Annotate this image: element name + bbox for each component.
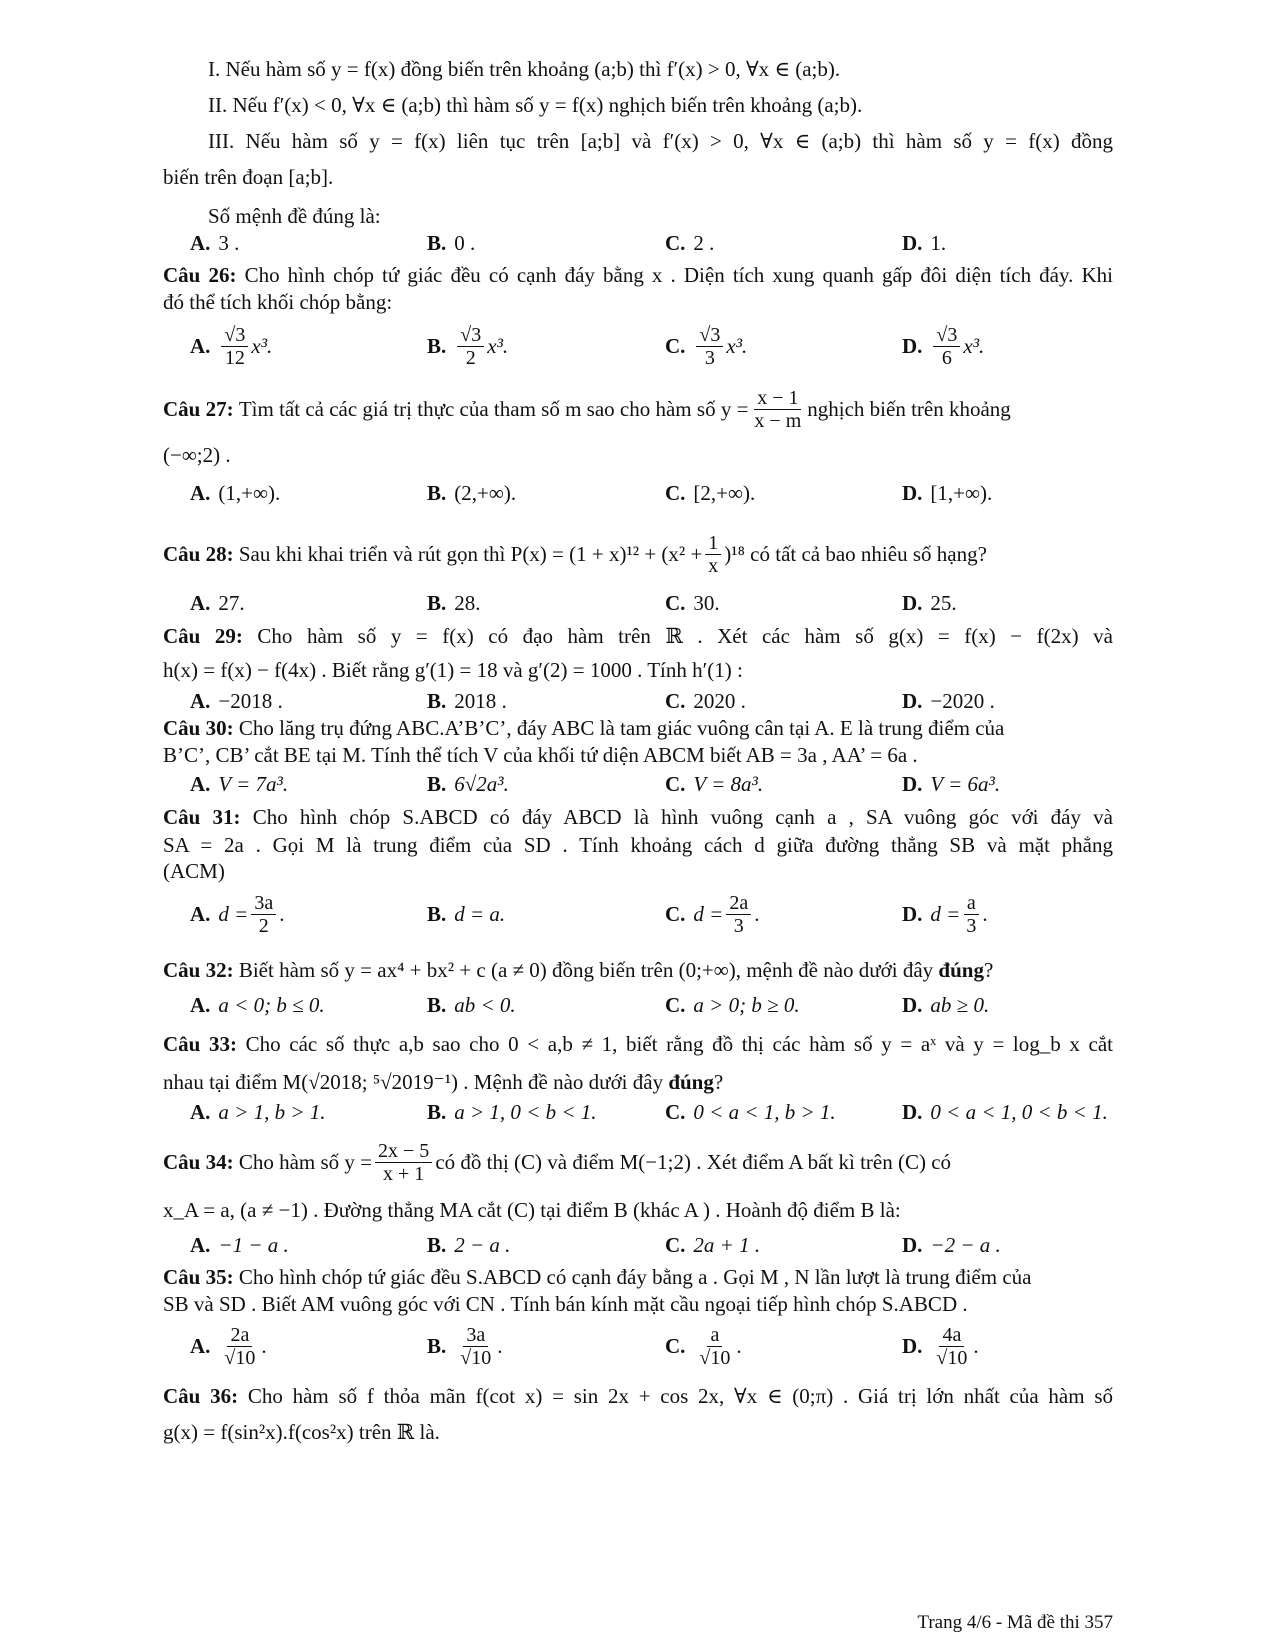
question-28-options (190, 588, 1120, 618)
question-30: Câu 30: Cho lăng trụ đứng ABC.A’B’C’, đáy ABC là tam giác vuông cân tại A. E là trung điểm của (163, 716, 1005, 740)
option-b: B. 28. (427, 590, 481, 615)
option-c: C. V = 8a³. (665, 771, 764, 796)
option-c: C. a > 0; b ≥ 0. (665, 992, 800, 1017)
page-footer: Trang 4/6 - Mã đề thi 357 (917, 1612, 1113, 1633)
option-d: D. 0 < a < 1, 0 < b < 1. (902, 1099, 1108, 1124)
option-a: A. $\frac{√3}{12}$ x³. (190, 323, 273, 369)
question-27: Câu 27: Tìm tất cả các giá trị thực của tham số m sao cho hàm số y = $\frac{x - 1}{x - m}$ nghịch biến trên khoảng (163, 386, 1011, 432)
option-a: A. a < 0; b ≤ 0. (190, 992, 325, 1017)
option-d: D. 25. (902, 590, 957, 615)
question-26-cont: đó thể tích khối chóp bằng: (163, 290, 393, 314)
question-27-cont: (−∞;2) . (163, 443, 231, 467)
statement-2: II. Nếu f′(x) < 0, ∀x ∈ (a;b) thì hàm số y = f(x) nghịch biến trên khoảng (a;b). (208, 93, 863, 117)
option-d: D. $\frac{√3}{6}$ x³. (902, 323, 985, 369)
question-35-options (190, 1324, 1120, 1368)
option-d: D. −2020 . (902, 688, 995, 713)
option-c: C. 0 < a < 1, b > 1. (665, 1099, 836, 1124)
question-32: Câu 32: Biết hàm số y = ax⁴ + bx² + c (a ≠ 0) đồng biến trên (0;+∞), mệnh đề nào dưới đây đúng? (163, 958, 994, 982)
option-a: A. −1 − a . (190, 1232, 289, 1257)
question-35-cont: SB và SD . Biết AM vuông góc với CN . Tính bán kính mặt cầu ngoại tiếp hình chóp S.ABCD . (163, 1292, 968, 1316)
option-b: B. $\frac{√3}{2}$ x³. (427, 323, 509, 369)
question-36: Câu 36: Cho hàm số f thỏa mãn f(cot x) = sin 2x + cos 2x, ∀x ∈ (0;π) . Giá trị lớn nhất của hàm số (163, 1384, 1113, 1408)
question-28: Câu 28: Sau khi khai triển và rút gọn thì P(x) = (1 + x)¹² + (x² + $\frac{1}{x}$ )¹⁸ có tất cả bao nhiêu số hạng? (163, 531, 987, 577)
option-c: C. d = $\frac{2a}{3}$ . (665, 891, 760, 937)
option-b: B. a > 1, 0 < b < 1. (427, 1099, 597, 1124)
question-35: Câu 35: Cho hình chóp tứ giác đều S.ABCD có cạnh đáy bằng a . Gọi M , N lần lượt là trung điểm của (163, 1265, 1032, 1289)
option-a: A. d = $\frac{3a}{2}$ . (190, 891, 285, 937)
option-c: C. 2 . (665, 230, 715, 255)
option-b: B. $\frac{3a}{√10}$ . (427, 1323, 503, 1369)
question-27-options (190, 478, 1120, 508)
option-b: B. 0 . (427, 230, 476, 255)
option-b: B. ab < 0. (427, 992, 516, 1017)
option-d: D. 1. (902, 230, 947, 255)
option-c: C. 2020 . (665, 688, 746, 713)
option-a: A. $\frac{2a}{√10}$ . (190, 1323, 267, 1369)
question-26-options (190, 324, 1120, 368)
option-c: C. $\frac{√3}{3}$ x³. (665, 323, 748, 369)
statement-3-cont: biến trên đoạn [a;b]. (163, 165, 334, 189)
option-a: A. 3 . (190, 230, 240, 255)
question-29-cont: h(x) = f(x) − f(4x) . Biết rằng g′(1) = 18 và g′(2) = 1000 . Tính h′(1) : (163, 658, 743, 682)
question-30-cont: B’C’, CB’ cắt BE tại M. Tính thể tích V của khối tứ diện ABCM biết AB = 3a , AA’ = 6a . (163, 743, 918, 767)
option-a: A. −2018 . (190, 688, 283, 713)
question-34-options (190, 1230, 1120, 1260)
option-c: C. [2,+∞). (665, 480, 756, 505)
option-d: D. d = $\frac{a}{3}$ . (902, 891, 988, 937)
option-b: B. (2,+∞). (427, 480, 517, 505)
question-31-cont2: (ACM) (163, 859, 225, 883)
option-b: B. 2018 . (427, 688, 507, 713)
statement-3: III. Nếu hàm số y = f(x) liên tục trên [a;b] và f′(x) > 0, ∀x ∈ (a;b) thì hàm số y = f(x) đồng (208, 129, 1113, 153)
option-c: C. 30. (665, 590, 720, 615)
option-d: D. ab ≥ 0. (902, 992, 990, 1017)
option-b: B. 2 − a . (427, 1232, 511, 1257)
option-d: D. [1,+∞). (902, 480, 993, 505)
option-c: C. $\frac{a}{√10}$ . (665, 1323, 742, 1369)
question-26: Câu 26: Cho hình chóp tứ giác đều có cạnh đáy bằng x . Diện tích xung quanh gấp đôi diện tích đáy. Khi (163, 263, 1113, 287)
question-29-options (190, 686, 1120, 716)
question-34-cont: x_A = a, (a ≠ −1) . Đường thẳng MA cắt (C) tại điểm B (khác A ) . Hoành độ điểm B là: (163, 1198, 901, 1222)
option-a: A. a > 1, b > 1. (190, 1099, 326, 1124)
question-32-options (190, 990, 1120, 1020)
question-33-options (190, 1097, 1120, 1127)
question-31-cont: SA = 2a . Gọi M là trung điểm của SD . Tính khoảng cách d giữa đường thẳng SB và mặt phẳng (163, 833, 1113, 857)
option-b: B. 6√2a³. (427, 771, 509, 796)
question-prompt: Số mệnh đề đúng là: (208, 204, 381, 228)
question-31-options (190, 892, 1120, 936)
question-29: Câu 29: Cho hàm số y = f(x) có đạo hàm trên ℝ . Xét các hàm số g(x) = f(x) − f(2x) và (163, 624, 1114, 648)
option-a: A. V = 7a³. (190, 771, 289, 796)
question-33-cont: nhau tại điểm M(√2018; ⁵√2019⁻¹) . Mệnh đề nào dưới đây đúng? (163, 1070, 724, 1094)
option-b: B. d = a. (427, 901, 506, 926)
option-a: A. 27. (190, 590, 245, 615)
answer-options (190, 228, 1120, 258)
question-34: Câu 34: Cho hàm số y = $\frac{2x - 5}{x + 1}$ có đồ thị (C) và điểm M(−1;2) . Xét điểm A bất kì trên (C) có (163, 1139, 952, 1185)
question-31: Câu 31: Cho hình chóp S.ABCD có đáy ABCD là hình vuông cạnh a , SA vuông góc với đáy và (163, 805, 1114, 829)
option-c: C. 2a + 1 . (665, 1232, 761, 1257)
question-33: Câu 33: Cho các số thực a,b sao cho 0 < a,b ≠ 1, biết rằng đồ thị các hàm số y = aˣ và y = log_b x cắt (163, 1032, 1114, 1056)
statement-1: I. Nếu hàm số y = f(x) đồng biến trên khoảng (a;b) thì f′(x) > 0, ∀x ∈ (a;b). (208, 57, 841, 81)
option-d: D. $\frac{4a}{√10}$ . (902, 1323, 979, 1369)
option-d: D. V = 6a³. (902, 771, 1001, 796)
question-30-options (190, 769, 1120, 799)
option-a: A. (1,+∞). (190, 480, 281, 505)
question-36-cont: g(x) = f(sin²x).f(cos²x) trên ℝ là. (163, 1420, 440, 1444)
option-d: D. −2 − a . (902, 1232, 1001, 1257)
